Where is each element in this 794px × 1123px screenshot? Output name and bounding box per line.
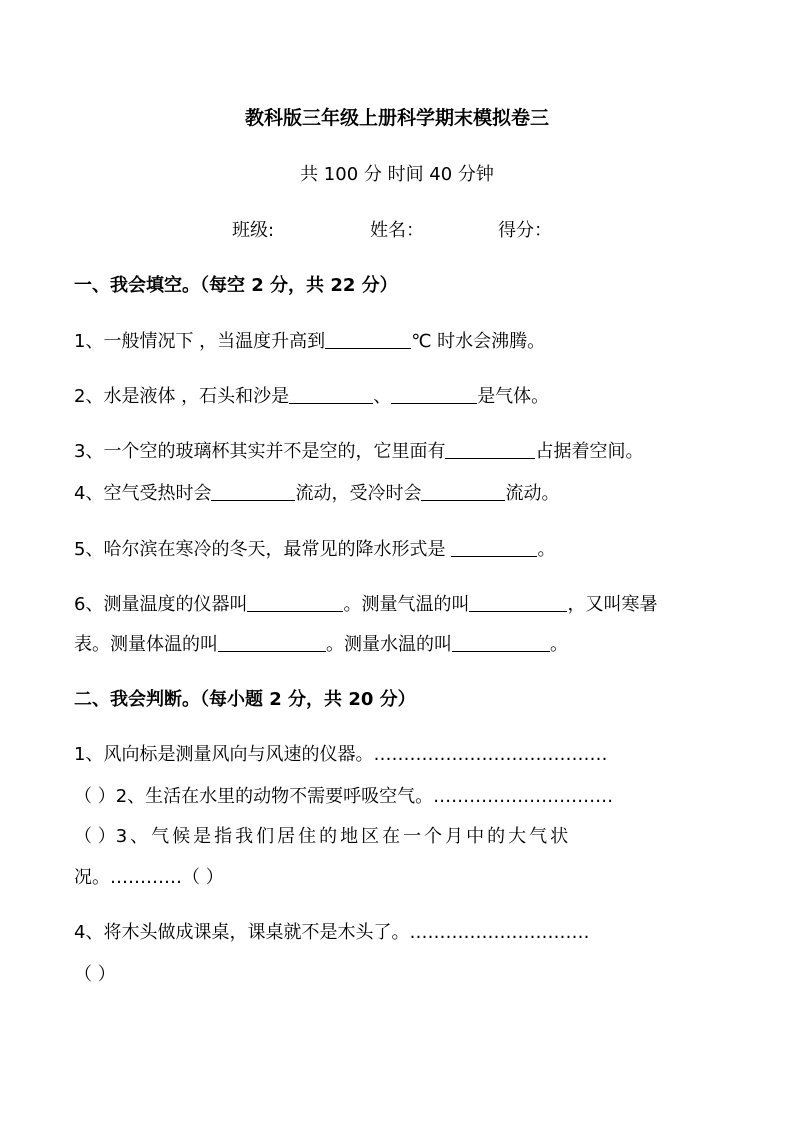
answer-parentheses[interactable]: （ ） <box>74 786 116 807</box>
answer-blank[interactable] <box>218 633 326 652</box>
answer-blank[interactable] <box>391 385 477 404</box>
exam-info: 共 100 分 时间 40 分钟 <box>300 164 494 185</box>
question-1-6-line2: 表。测量体温的叫 。测量水温的叫 。 <box>74 634 568 655</box>
answer-blank[interactable] <box>451 538 537 557</box>
section-heading-fill-blank: 一、我会填空。（每空 2 分，共 22 分） <box>74 275 398 296</box>
question-2-1: 1、风向标是测量风向与风速的仪器。………………………………… <box>74 744 608 765</box>
question-1-2: 2、水是液体 ，石头和沙是 、 是气体。 <box>74 386 550 407</box>
question-2-3-cont: 况。…………（ ） <box>74 867 224 888</box>
answer-blank[interactable] <box>325 330 411 349</box>
answer-blank[interactable] <box>247 593 343 612</box>
class-label: 班级: <box>232 220 275 241</box>
question-2-2-answer-and-2-3: （ ）3、气候是指我们居住的地区在一个月中的大气状 <box>74 826 572 847</box>
name-label: 姓名： <box>370 220 424 241</box>
question-2-4: 4、将木头做成课桌，课桌就不是木头了。………………………… <box>74 922 590 943</box>
question-2-4-answer[interactable]: （ ） <box>74 964 116 985</box>
question-2-1-answer-and-2-2: （ ）2、生活在水里的动物不需要呼吸空气。………………………… <box>74 786 614 807</box>
question-1-3: 3、一个空的玻璃杯其实并不是空的，它里面有 占据着空间。 <box>74 441 644 462</box>
score-label: 得分： <box>498 220 552 241</box>
page-title: 教科版三年级上册科学期末模拟卷三 <box>244 107 549 129</box>
answer-blank[interactable] <box>452 633 550 652</box>
question-1-5: 5、哈尔滨在寒冷的冬天，最常见的降水形式是 。 <box>74 539 556 560</box>
answer-blank[interactable] <box>445 440 535 459</box>
question-1-6-line1: 6、测量温度的仪器叫 。测量气温的叫 ，又叫寒暑 <box>74 594 658 615</box>
question-1-1: 1、一般情况下 ，当温度升高到 ℃ 时水会沸腾。 <box>74 331 546 352</box>
answer-blank[interactable] <box>289 385 373 404</box>
answer-blank[interactable] <box>469 593 567 612</box>
answer-parentheses[interactable]: （ ） <box>74 826 116 847</box>
answer-blank[interactable] <box>211 482 295 501</box>
section-heading-true-false: 二、我会判断。（每小题 2 分，共 20 分） <box>74 689 416 710</box>
answer-blank[interactable] <box>421 482 505 501</box>
question-1-4: 4、空气受热时会 流动，受冷时会 流动。 <box>74 483 560 504</box>
